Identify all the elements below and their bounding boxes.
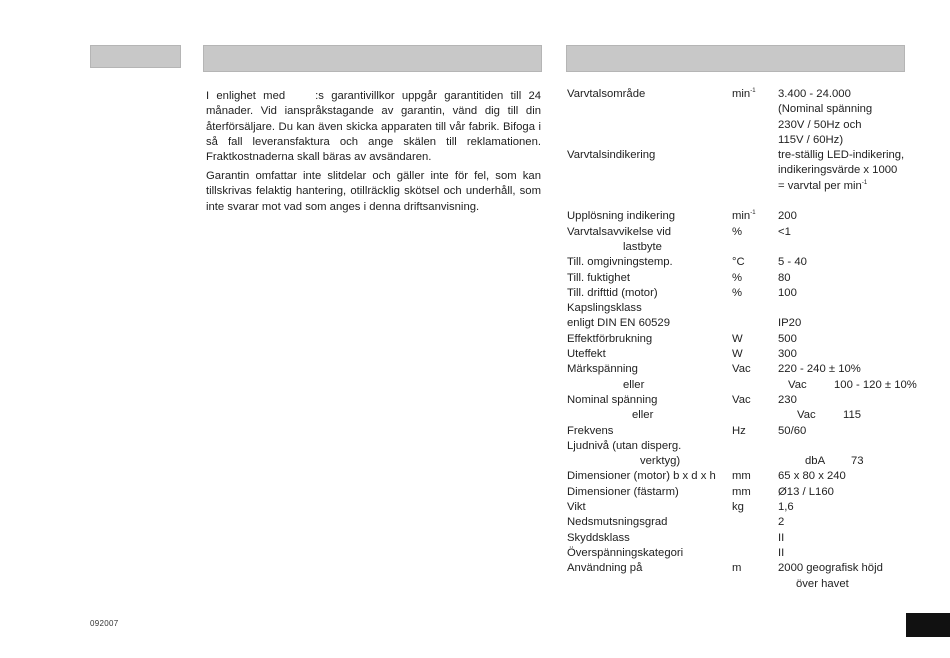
spec-row-pollution: Nedsmutsningsgrad 2 (567, 516, 785, 529)
warranty-p1-rest: :s garantivillkor uppgår garantitiden till 24 månader. Vid ianspråkstagande av garantin, vänd dig till din återförsäljare. Du kan även skicka apparaten till vår fabrik. Bifoga i så fall leveransfaktura och ange skälen till reklamationen. Fraktkostnaderna skall bäras av avsändaren. (206, 90, 542, 164)
spec-row-ambient-temp: Till. omgivningstemp. °C 5 - 40 (567, 256, 807, 269)
spec-row-rpm-range: Varvtalsområde $\min^{-1}$ 3.400 - 24.000 (567, 88, 851, 100)
spec-row-power-in: Effektförbrukning W 500 (567, 332, 797, 345)
spec-row-noise: Ljudnivå (utan disperg. (567, 439, 682, 452)
spec-row-resolution: Upplösning indikering $\min^{-1}$ 200 (567, 210, 797, 223)
spec-row-noise-2: verktyg) dbA 73 (640, 455, 864, 468)
spec-row-dim-arm: Dimensioner (fästarm) mm Ø13 / L160 (567, 485, 834, 498)
spec-row-deviation-2: lastbyte (623, 240, 662, 253)
header-bar-warranty (203, 45, 542, 72)
spec-row-rpm-display: Varvtalsindikering tre-ställig LED-indikering, (567, 149, 905, 162)
spec-row-rated-voltage: Märkspänning Vac 220 - 240 ± 10% (567, 363, 861, 376)
spec-row-humidity: Till. fuktighet % 80 (567, 271, 791, 284)
header-bar-left (90, 45, 181, 68)
spec-row-rpm-display-3: = varvtal per $\min^{-1}$ (778, 179, 868, 192)
spec-row-rpm-note-3: 115V / 60Hz) (778, 133, 844, 146)
spec-row-protection-2: enligt DIN EN 60529 IP20 (567, 317, 802, 330)
spec-table (567, 87, 917, 592)
spec-row-protection-class: Skyddsklass II (567, 531, 785, 544)
warranty-text (206, 89, 541, 218)
spec-row-protection: Kapslingsklass (567, 302, 642, 315)
spec-row-nominal-voltage: Nominal spänning Vac 230 (567, 393, 797, 406)
spec-row-nominal-voltage-2: eller Vac 115 (632, 409, 862, 422)
spec-row-rpm-display-2: indikeringsvärde x 1000 (778, 164, 898, 177)
spec-row-altitude: Användning på m 2000 geografisk höjd (567, 562, 883, 575)
spec-row-weight: Vikt kg 1,6 (567, 501, 794, 514)
spec-row-duty: Till. drifttid (motor) % 100 (567, 286, 797, 299)
page-tab-marker (906, 613, 950, 637)
spec-row-dim-motor: Dimensioner (motor) b x d x h mm 65 x 80 x 240 (567, 470, 846, 483)
spec-row-power-out: Uteffekt W 300 (567, 348, 797, 361)
warranty-p1-start: I enlighet med (206, 90, 286, 102)
header-bar-specs (566, 45, 905, 72)
document-code: 092007 (90, 619, 119, 628)
spec-row-altitude-2: över havet (796, 577, 849, 590)
spec-row-overvoltage: Överspänningskategori II (567, 546, 785, 559)
spec-row-frequency: Frekvens Hz 50/60 (567, 424, 807, 437)
spec-row-rated-voltage-2: eller Vac 100 - 120 ± 10% (623, 378, 917, 391)
spec-row-rpm-note-2: 230V / 50Hz och (778, 118, 862, 131)
warranty-paragraph-2: Garantin omfattar inte slitdelar och gäller inte för fel, som kan tillskrivas felaktig hantering, otillräcklig skötsel och underhåll, som inte svarar mot vad som anges i denna driftsanvisning. (206, 169, 541, 213)
warranty-paragraph-1 (206, 89, 541, 165)
spec-row-deviation: Varvtalsavvikelse vid % <1 (567, 225, 791, 238)
spec-row-rpm-note-1: (Nominal spänning (778, 103, 873, 116)
